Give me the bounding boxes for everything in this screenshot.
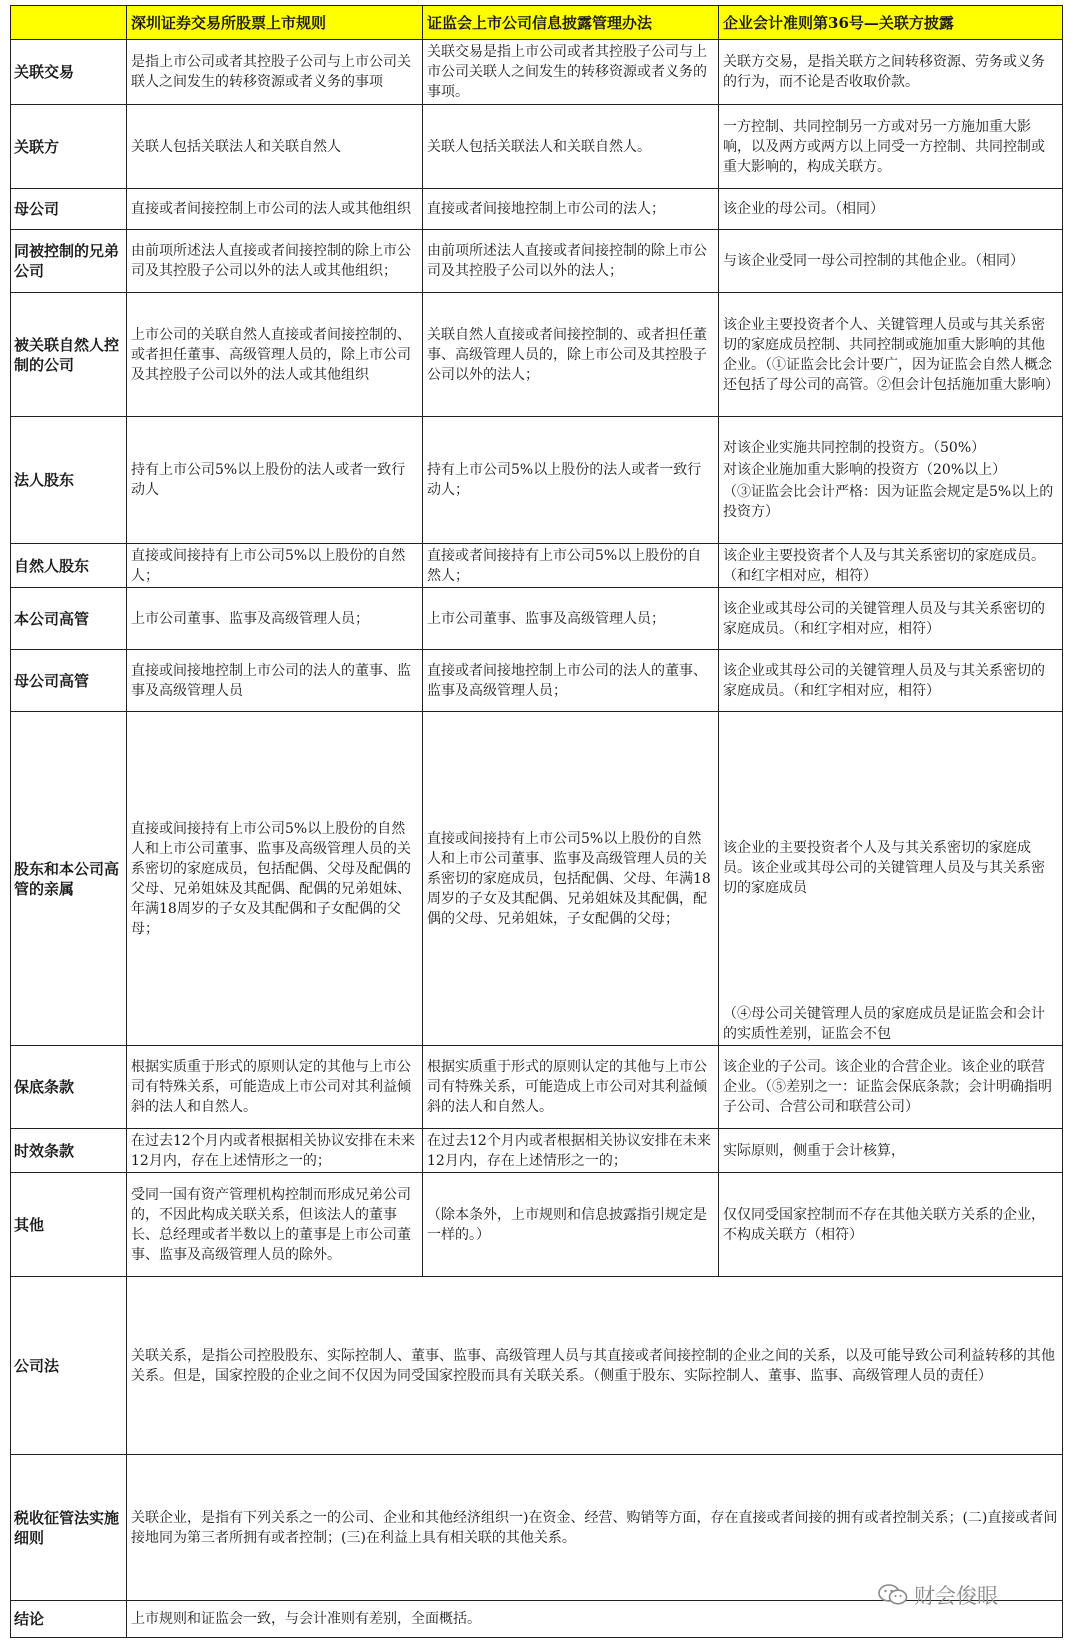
row-label: 关联方 xyxy=(11,105,127,189)
company-law-cell: 关联关系，是指公司控股股东、实际控制人、董事、监事、高级管理人员与其直接或者间接控制的企业之间的关系，以及可能导致公司利益转移的其他关系。但是，国家控股的企业之间不仅因为同受国家控股而具有关联关系。（侧重于股东、实际控制人、董事、监事、高级管理人员的责任） xyxy=(127,1277,1063,1455)
csrc-cell: 持有上市公司5%以上股份的法人或者一致行动人； xyxy=(423,417,719,544)
szse-cell: 在过去12个月内或者根据相关协议安排在未来12月内，存在上述情形之一的； xyxy=(127,1129,423,1173)
comparison-table xyxy=(10,5,1063,1638)
row-label: 母公司 xyxy=(11,189,127,230)
row-label: 本公司高管 xyxy=(11,588,127,650)
szse-cell: 持有上市公司5%以上股份的法人或者一致行动人 xyxy=(127,417,423,544)
row-label: 关联交易 xyxy=(11,40,127,105)
row-label: 其他 xyxy=(11,1173,127,1277)
row-label: 保底条款 xyxy=(11,1046,127,1129)
cas-cell: 该企业主要投资者个人、关键管理人员或与其关系密切的家庭成员控制、共同控制或施加重大影响的其他企业。（①证监会比会计要广，因为证监会自然人概念还包括了母公司的高管。②但会计包括施加重大影响） xyxy=(719,293,1063,417)
szse-cell: 直接或者间接控制上市公司的法人或其他组织 xyxy=(127,189,423,230)
cas-part-1: 该企业的主要投资者个人及与其关系密切的家庭成员。该企业或其母公司的关键管理人员及与其关系密切的家庭成员 xyxy=(723,839,1045,896)
row-label: 自然人股东 xyxy=(11,544,127,588)
table-row xyxy=(11,293,1063,417)
row-label: 税收征管法实施细则 xyxy=(11,1455,127,1601)
cas-part-1: 对该企业实施共同控制的投资方。（50%） xyxy=(723,440,986,456)
table-row xyxy=(11,1277,1063,1455)
csrc-cell: 由前项所述法人直接或者间接控制的除上市公司及其控股子公司以外的法人； xyxy=(423,230,719,293)
szse-cell: 上市公司的关联自然人直接或者间接控制的、或者担任董事、高级管理人员的，除上市公司及其控股子公司以外的法人或其他组织 xyxy=(127,293,423,417)
cas-cell: 一方控制、共同控制另一方或对另一方施加重大影响，以及两方或两方以上同受一方控制、共同控制或重大影响的，构成关联方。 xyxy=(719,105,1063,189)
szse-cell: 直接或间接持有上市公司5%以上股份的自然人和上市公司董事、监事及高级管理人员的关系密切的家庭成员，包括配偶、父母及配偶的父母、兄弟姐妹及其配偶、配偶的兄弟姐妹、年满18周岁的子女及其配偶和子女配偶的父母； xyxy=(127,712,423,1046)
row-label: 结论 xyxy=(11,1601,127,1638)
table-row xyxy=(11,105,1063,189)
table-row xyxy=(11,230,1063,293)
szse-cell: 是指上市公司或者其控股子公司与上市公司关联人之间发生的转移资源或者义务的事项 xyxy=(127,40,423,105)
csrc-cell: 关联自然人直接或者间接控制的、或者担任董事、高级管理人员的，除上市公司及其控股子公司以外的法人； xyxy=(423,293,719,417)
table-row xyxy=(11,40,1063,105)
row-label: 同被控制的兄弟公司 xyxy=(11,230,127,293)
cas-cell: 与该企业受同一母公司控制的其他企业。（相同） xyxy=(719,230,1063,293)
csrc-cell: 关联交易是指上市公司或者其控股子公司与上市公司关联人之间发生的转移资源或者义务的事项。 xyxy=(423,40,719,105)
header-szse: 深圳证券交易所股票上市规则 xyxy=(127,6,423,40)
table-row xyxy=(11,1455,1063,1601)
csrc-cell: 直接或者间接地控制上市公司的法人； xyxy=(423,189,719,230)
row-label: 母公司高管 xyxy=(11,650,127,712)
table-row xyxy=(11,417,1063,544)
header-blank xyxy=(11,6,127,40)
watermark-text: 财会俊眼 xyxy=(914,1584,998,1608)
cas-cell: 该企业或其母公司的关键管理人员及与其关系密切的家庭成员。（和红字相对应，相符） xyxy=(719,588,1063,650)
szse-cell: 关联人包括关联法人和关联自然人 xyxy=(127,105,423,189)
table-row xyxy=(11,588,1063,650)
watermark xyxy=(878,1580,998,1610)
csrc-cell: 上市公司董事、监事及高级管理人员； xyxy=(423,588,719,650)
tax-law-cell: 关联企业，是指有下列关系之一的公司、企业和其他经济组织一)在资金、经营、购销等方面，存在直接或者间接的拥有或者控制关系；(二)直接或者间接地同为第三者所拥有或者控制；(三)在利益上具有相关联的其他关系。 xyxy=(127,1455,1063,1601)
csrc-cell: 关联人包括关联法人和关联自然人。 xyxy=(423,105,719,189)
csrc-cell: 直接或间接持有上市公司5%以上股份的自然人和上市公司董事、监事及高级管理人员的关系密切的家庭成员，包括配偶、父母、年满18周岁的子女及其配偶、兄弟姐妹及其配偶，配偶的父母、兄弟姐妹，子女配偶的父母； xyxy=(423,712,719,1046)
cas-cell: 关联方交易，是指关联方之间转移资源、劳务或义务的行为，而不论是否收取价款。 xyxy=(719,40,1063,105)
header-row xyxy=(11,6,1063,40)
table-row xyxy=(11,1129,1063,1173)
csrc-cell: 根据实质重于形式的原则认定的其他与上市公司有特殊关系，可能造成上市公司对其利益倾斜的法人和自然人。 xyxy=(423,1046,719,1129)
csrc-cell: 在过去12个月内或者根据相关协议安排在未来12月内，存在上述情形之一的； xyxy=(423,1129,719,1173)
cas-part-2: 对该企业施加重大影响的投资方（20%以上） xyxy=(723,462,1007,478)
cas-cell xyxy=(719,417,1063,544)
table-row xyxy=(11,1173,1063,1277)
row-label: 时效条款 xyxy=(11,1129,127,1173)
cas-cell: 该企业主要投资者个人及与其关系密切的家庭成员。（和红字相对应，相符） xyxy=(719,544,1063,588)
szse-cell: 上市公司董事、监事及高级管理人员； xyxy=(127,588,423,650)
szse-cell: 由前项所述法人直接或者间接控制的除上市公司及其控股子公司以外的法人或其他组织； xyxy=(127,230,423,293)
row-label: 被关联自然人控制的公司 xyxy=(11,293,127,417)
cas-cell: 该企业的子公司。该企业的合营企业。该企业的联营企业。（⑤差别之一：证监会保底条款；会计明确指明子公司、合营公司和联营公司） xyxy=(719,1046,1063,1129)
cas-part-3: （③证监会比会计严格：因为证监会规定是5%以上的投资方） xyxy=(723,484,1054,520)
header-cas: 企业会计准则第36号—关联方披露 xyxy=(719,6,1063,40)
table-row xyxy=(11,1046,1063,1129)
cas-cell: 该企业的母公司。（相同） xyxy=(719,189,1063,230)
szse-cell: 直接或间接持有上市公司5%以上股份的自然人； xyxy=(127,544,423,588)
cas-cell: 实际原则，侧重于会计核算， xyxy=(719,1129,1063,1173)
table-row xyxy=(11,650,1063,712)
cas-part-2: （④母公司关键管理人员的家庭成员是证监会和会计的实质性差别，证监会不包 xyxy=(723,1005,1045,1042)
szse-cell: 直接或间接地控制上市公司的法人的董事、监事及高级管理人员 xyxy=(127,650,423,712)
row-label: 法人股东 xyxy=(11,417,127,544)
cas-cell xyxy=(719,712,1063,1046)
szse-cell: 根据实质重于形式的原则认定的其他与上市公司有特殊关系，可能造成上市公司对其利益倾斜的法人和自然人。 xyxy=(127,1046,423,1129)
csrc-cell: 直接或者间接持有上市公司5%以上股份的自然人； xyxy=(423,544,719,588)
cas-cell: 该企业或其母公司的关键管理人员及与其关系密切的家庭成员。（和红字相对应，相符） xyxy=(719,650,1063,712)
table-row xyxy=(11,544,1063,588)
header-csrc: 证监会上市公司信息披露管理办法 xyxy=(423,6,719,40)
csrc-cell: 直接或者间接地控制上市公司的法人的董事、监事及高级管理人员； xyxy=(423,650,719,712)
conclusion-cell: 上市规则和证监会一致，与会计准则有差别，全面概括。 xyxy=(127,1601,1063,1638)
csrc-cell: （除本条外，上市规则和信息披露指引规定是一样的。） xyxy=(423,1173,719,1277)
table-row xyxy=(11,712,1063,1046)
row-label: 公司法 xyxy=(11,1277,127,1455)
wechat-icon xyxy=(878,1583,908,1607)
szse-cell: 受同一国有资产管理机构控制而形成兄弟公司的，不因此构成关联关系，但该法人的董事长、总经理或者半数以上的董事是上市公司董事、监事及高级管理人员的除外。 xyxy=(127,1173,423,1277)
cas-cell: 仅仅同受国家控制而不存在其他关联方关系的企业，不构成关联方（相符） xyxy=(719,1173,1063,1277)
table-row xyxy=(11,189,1063,230)
row-label: 股东和本公司高管的亲属 xyxy=(11,712,127,1046)
